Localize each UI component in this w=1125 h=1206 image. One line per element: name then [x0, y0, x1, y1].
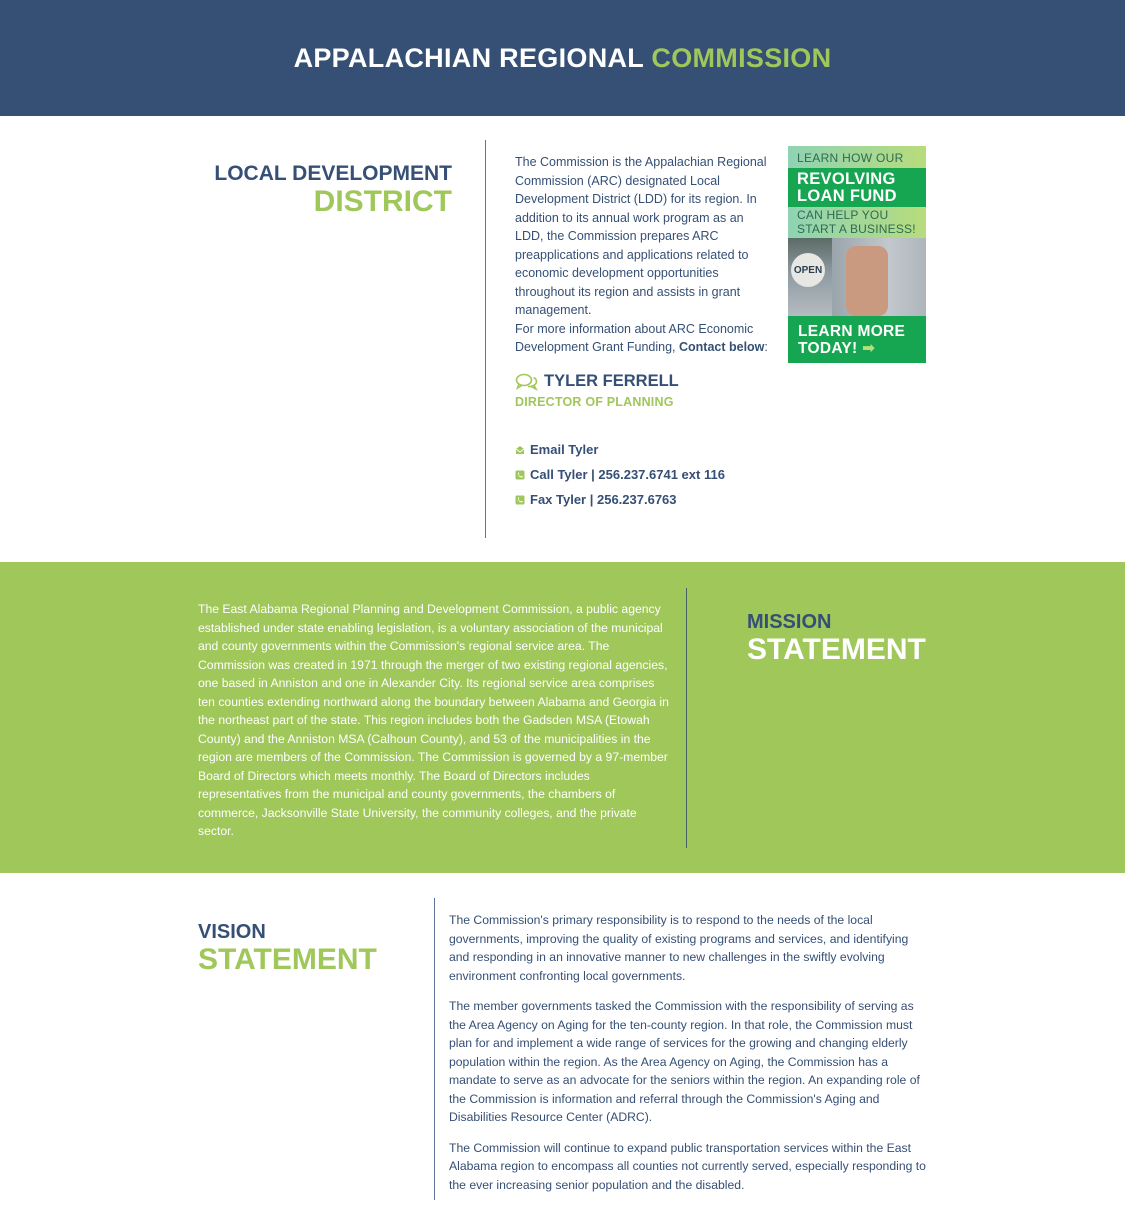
email-link-text: Email Tyler: [530, 442, 599, 457]
vision-paragraph-1: The Commission's primary responsibility is to respond to the needs of the local governments, improving the quality of existing programs and services, and identifying and responding in an innovative manner to new challenges in the swiftly evolving environment confronting local governments.: [449, 913, 909, 983]
ad-line1: LEARN HOW OUR: [788, 146, 926, 168]
chat-bubbles-icon: [515, 373, 539, 391]
ad-photo-arm: [846, 246, 888, 316]
contact-list: [515, 437, 725, 512]
section-divider: [434, 898, 435, 1200]
page-header: [0, 0, 1125, 116]
vision-paragraph-2: The member governments tasked the Commission with the responsibility of serving as the Area Agency on Aging for the ten-county region. In that role, the Commission must plan for and implement a wide range of services for the growing and changing elderly population within the region. As the Area Agency on Aging, the Commission has a mandate to serve as an advocate for the seniors within the region. An expanding role of the Commission is information and referral through the Commission's Aging and Disabilities Resource Center (ADRC).: [449, 999, 920, 1124]
ldd-colon: :: [764, 340, 768, 354]
page-title: [294, 43, 832, 74]
ad-cta[interactable]: [788, 316, 926, 363]
vision-paragraph-3: The Commission will continue to expand public transportation services within the East Alabama region to encompass all counties not currently served, especially responding to the ever increasing senior population and the disabled.: [449, 1140, 926, 1192]
section-divider: [686, 588, 687, 848]
ad-line3b: START A BUSINESS!: [797, 221, 916, 236]
ad-line2: [788, 168, 926, 207]
phone-icon: [515, 470, 525, 480]
ldd-heading-line2: DISTRICT: [313, 185, 452, 218]
ad-cta-line2: TODAY!: [798, 340, 858, 357]
section-divider: [485, 140, 486, 538]
ldd-description: [515, 153, 775, 357]
phone-icon: [515, 495, 525, 505]
revolving-loan-fund-ad[interactable]: [788, 146, 926, 363]
ad-line3: [788, 207, 926, 238]
ldd-contact-below: Contact below: [678, 340, 765, 354]
mission-heading-line2: STATEMENT: [747, 633, 926, 666]
mission-heading-line1: MISSION: [747, 611, 832, 633]
title-part-2: COMMISSION: [651, 42, 832, 73]
vision-heading: [198, 921, 377, 976]
ad-line2a: REVOLVING: [797, 170, 896, 188]
email-link[interactable]: [515, 437, 725, 462]
ad-cta-line1: LEARN MORE: [798, 323, 906, 340]
vision-heading-line1: VISION: [198, 921, 266, 943]
vision-heading-line2: STATEMENT: [198, 943, 377, 976]
vision-text: [449, 911, 929, 1206]
open-sign-icon: OPEN: [791, 253, 825, 287]
ad-line3a: CAN HELP YOU: [797, 208, 889, 222]
ldd-heading: [214, 162, 452, 218]
fax-link[interactable]: [515, 487, 725, 512]
ad-photo: [788, 238, 926, 316]
title-part-1: APPALACHIAN REGIONAL: [293, 42, 652, 73]
mission-section: [0, 562, 1125, 873]
arrow-right-icon: ➡: [862, 340, 876, 357]
contact-name-text: TYLER FERRELL: [544, 372, 679, 390]
contact-title: DIRECTOR OF PLANNING: [515, 395, 674, 409]
contact-name: [515, 372, 679, 391]
envelope-icon: [515, 445, 525, 455]
ad-line2b: LOAN FUND: [797, 187, 897, 205]
ldd-more-info: For more information about ARC Economic Development Grant Funding,: [515, 321, 754, 354]
fax-link-text: Fax Tyler | 256.237.6763: [530, 492, 677, 507]
call-link-text: Call Tyler | 256.237.6741 ext 116: [530, 467, 725, 482]
ldd-heading-line1: LOCAL DEVELOPMENT: [214, 162, 452, 185]
mission-heading: [747, 611, 926, 666]
mission-text: The East Alabama Regional Planning and Development Commission, a public agency established under state enabling legislation, is a voluntary association of the municipal and county governments within the Commission's regional service area. The Commission was created in 1971 through the merger of two existing regional agencies, one based in Anniston and one in Alexander City. Its regional service area comprises ten counties extending northward along the boundary between Alabama and Georgia in the northeast part of the state. This region includes both the Gadsden MSA (Etowah County) and the Anniston MSA (Calhoun County), and 53 of the municipalities in the region are members of the Commission. The Commission is governed by a 97-member Board of Directors which meets monthly. The Board of Directors includes representatives from the municipal and county governments, the chambers of commerce, Jacksonville State University, the community colleges, and the private sector.: [198, 602, 669, 838]
call-link[interactable]: [515, 462, 725, 487]
ldd-paragraph: The Commission is the Appalachian Regional Commission (ARC) designated Local Development District (LDD) for its region. In addition to its annual work program as an LDD, the Commission prepares ARC preapplications and applications related to economic development opportunities throughout its region and assists in grant management.: [515, 155, 767, 317]
